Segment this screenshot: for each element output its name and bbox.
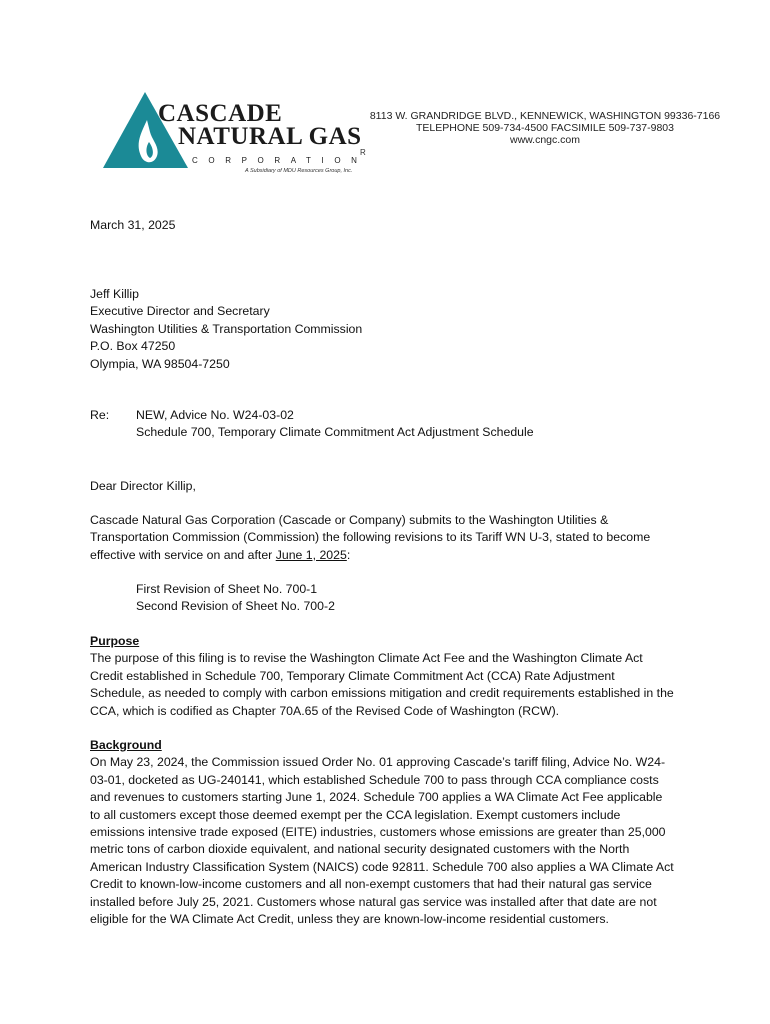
logo-line-3: CORPORATION — [192, 156, 368, 165]
letterhead-address — [360, 110, 730, 146]
recipient-box: P.O. Box 47250 — [90, 339, 176, 354]
logo-line-2: NATURAL GAS — [178, 123, 362, 150]
re-label: Re: — [90, 408, 110, 422]
registered-mark: R — [360, 148, 366, 157]
background-section: Background On May 23, 2024, the Commission issued Order No. 01 approving Cascade’s tariff filing, Advice No. W24- 03-01, docketed as UG-240141, which established Schedule 700 to pass through CCA compliance costs and revenues to customers starting June 1, 2024. Schedule 700 applies a WA Climate Act Fee applicable to all customers except those deemed exempt per the CCA legislation. Exempt customers include emissions intensive trade exposed (EITE) industries, customers whose emissions are greater than 25,000 metric tons of carbon dioxide equivalent, and national security designated customers with the North American Industry Classification System (NAICS) code 92811. Schedule 700 also applies a WA Climate Act Credit to known-low-income customers and all non-exempt customers that had their natural gas service installed before July 25, 2021. Customers whose natural gas service was installed after that date are not eligible for the WA Climate Act Credit, unless they are known-low-income residential customers. — [90, 737, 690, 928]
logo-subsidiary: A Subsidiary of MDU Resources Group, Inc. — [245, 168, 353, 174]
re-block — [90, 407, 690, 442]
revisions-list — [90, 581, 690, 616]
company-logo — [100, 90, 375, 180]
effective-date: June 1, 2025 — [275, 547, 347, 562]
re-line-2: Schedule 700, Temporary Climate Commitment Act Adjustment Schedule — [136, 425, 534, 440]
recipient-block — [90, 286, 690, 373]
recipient-title: Executive Director and Secretary — [90, 304, 270, 319]
logo-line-1: CASCADE — [158, 100, 283, 127]
street-address: 8113 W. GRANDRIDGE BLVD., KENNEWICK, WASHINGTON 99336-7166 — [369, 110, 721, 122]
purpose-heading: Purpose — [90, 634, 140, 648]
website: www.cngc.com — [509, 134, 581, 146]
recipient-city: Olympia, WA 98504-7250 — [90, 356, 230, 371]
re-line-1: NEW, Advice No. W24-03-02 — [136, 408, 294, 422]
recipient-org: Washington Utilities & Transportation Commission — [90, 321, 363, 336]
revision-item: First Revision of Sheet No. 700-1 — [136, 582, 318, 596]
salutation: Dear Director Killip, — [90, 479, 196, 493]
phone-fax: TELEPHONE 509-734-4500 FACSIMILE 509-737-9803 — [416, 122, 674, 134]
background-heading: Background — [90, 738, 162, 752]
recipient-name: Jeff Killip — [90, 287, 139, 301]
letter-date: March 31, 2025 — [90, 218, 176, 232]
revision-item: Second Revision of Sheet No. 700-2 — [136, 599, 335, 614]
intro-paragraph: Cascade Natural Gas Corporation (Cascade or Company) submits to the Washington Utilities & Transportation Commission (Commission) the following revisions to its Tariff WN U-3, stated to become effective with service on and after June 1, 2025: — [90, 513, 651, 562]
purpose-section: Purpose The purpose of this filing is to revise the Washington Climate Act Fee and the Washington Climate Act Credit established in Schedule 700, Temporary Climate Commitment Act (CCA) Rate Adjustment Schedule, as needed to comply with carbon emissions mitigation and credit requirements established in the CCA, which is codified as Chapter 70A.65 of the Revised Code of Washington (RCW). — [90, 633, 690, 720]
